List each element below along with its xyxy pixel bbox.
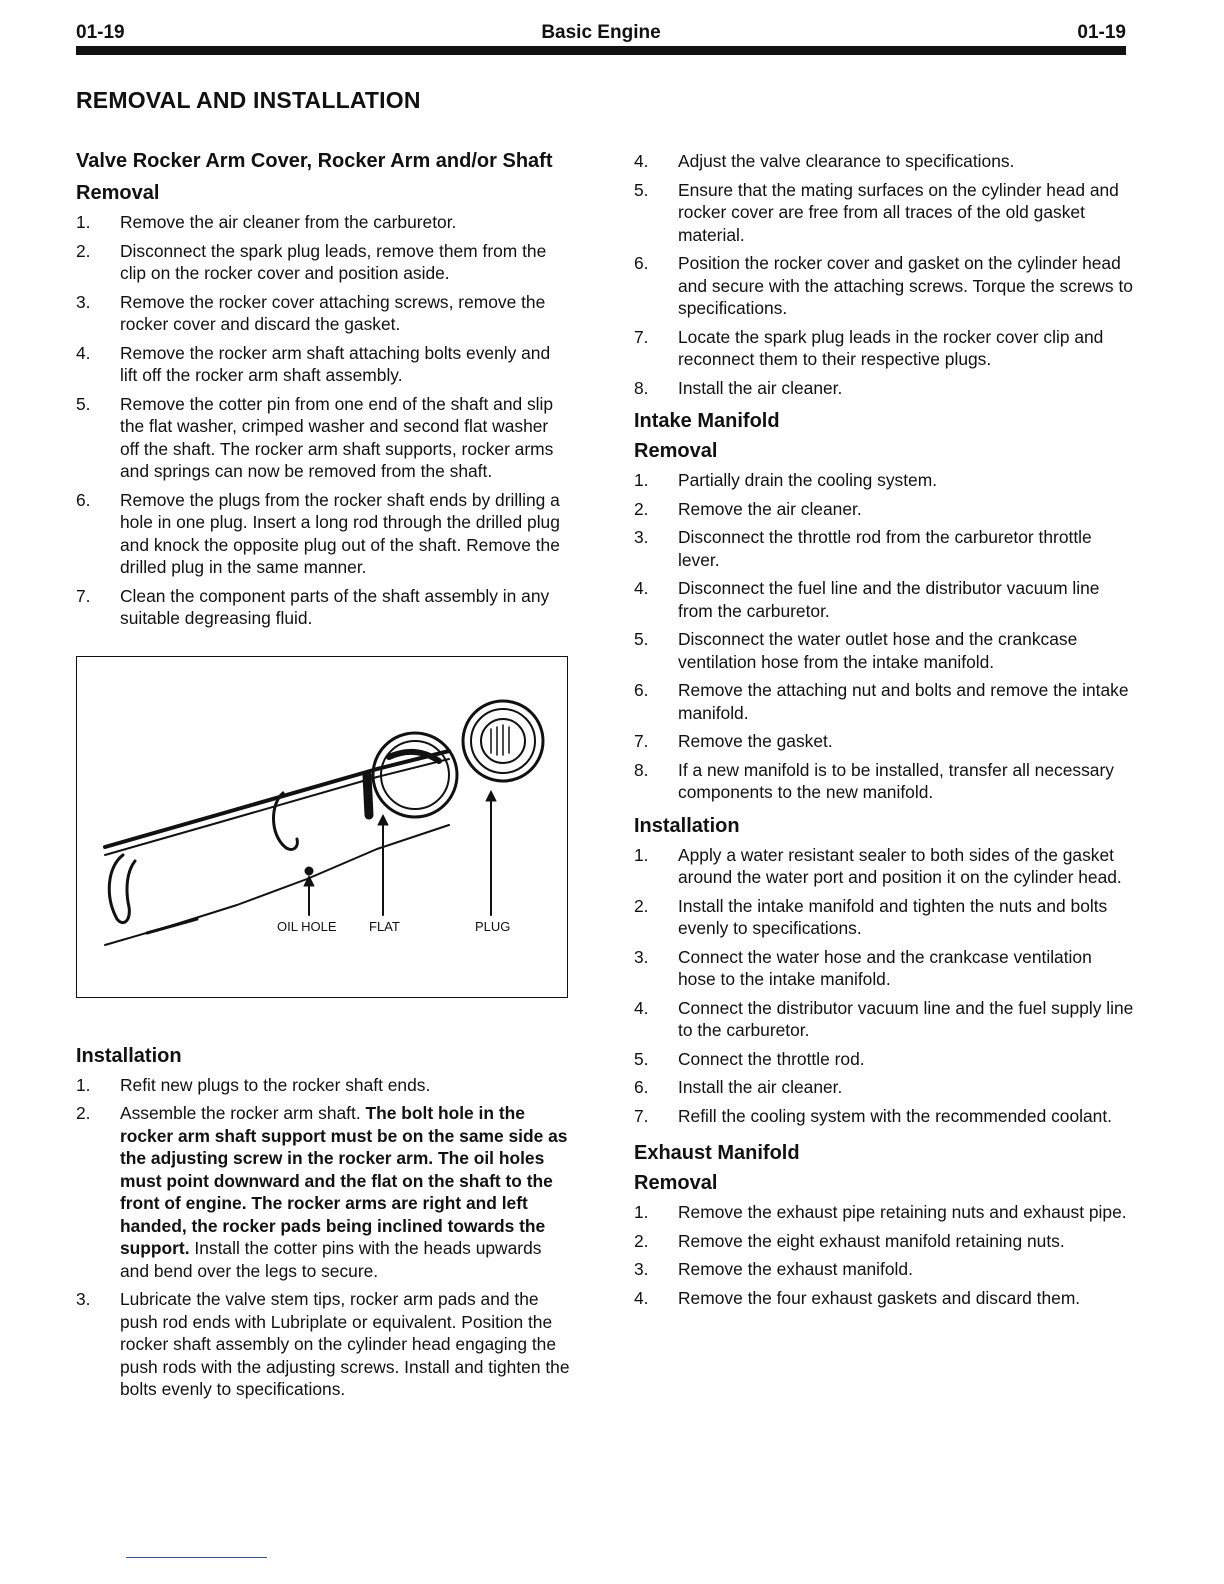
rocker-shaft-illustration xyxy=(77,657,567,997)
rocker-section-heading: Valve Rocker Arm Cover, Rocker Arm and/or Shaft xyxy=(76,150,553,172)
step-text: Partially drain the cooling system. xyxy=(678,470,938,490)
list-item xyxy=(76,1102,570,1282)
step-number: 3. xyxy=(76,291,91,312)
step-text: Remove the air cleaner. xyxy=(678,498,862,519)
list-item xyxy=(76,489,570,579)
step-text: Connect the distributor vacuum line and the fuel supply line to the carburetor. xyxy=(678,997,1134,1040)
step-number: 5. xyxy=(634,629,649,649)
step-text: Remove the exhaust manifold. xyxy=(678,1259,913,1279)
step-number: 7. xyxy=(634,1105,649,1126)
list-item xyxy=(76,1074,570,1097)
flat-label: FLAT xyxy=(369,918,400,934)
list-item xyxy=(634,1048,1134,1071)
step-number: 2. xyxy=(76,1103,91,1123)
step-text: Connect the water hose and the crankcase ventilation hose to the intake manifold. xyxy=(678,946,1092,989)
list-item xyxy=(634,377,1134,400)
step-number: 8. xyxy=(634,377,649,398)
step-text: Apply a water resistant sealer to both sides of the gasket around the water port and position it on the cylinder head. xyxy=(678,844,1122,887)
list-item xyxy=(76,1288,570,1401)
step-number: 3. xyxy=(76,1289,91,1309)
step-text: Remove the four exhaust gaskets and discard them. xyxy=(678,1287,1081,1308)
step-number: 3. xyxy=(634,946,649,967)
page-number-right: 01-19 xyxy=(1077,22,1126,43)
list-item xyxy=(634,997,1134,1042)
header-rule xyxy=(76,46,1126,55)
step-number: 1. xyxy=(634,844,649,865)
rocker-installation-title: Installation xyxy=(76,1044,182,1067)
step-number: 4. xyxy=(634,1287,649,1308)
step-text: Remove the air cleaner from the carburetor. xyxy=(120,212,457,232)
step-text: Remove the gasket. xyxy=(678,731,833,751)
page-title: REMOVAL AND INSTALLATION xyxy=(76,87,421,113)
exhaust-removal-title: Removal xyxy=(634,1172,718,1194)
rocker-shaft-figure xyxy=(76,656,568,998)
step-text: Refill the cooling system with the recommended coolant. xyxy=(678,1105,1113,1126)
step-warning-text: The bolt hole in the rocker arm shaft support must be on the same side as the adjusting screw in the rocker arm. The oil holes must point downward and the flat on the shaft to the front of engine. The rocker arms are right and left handed, the rocker pads being inclined towards the support. xyxy=(120,1103,568,1258)
step-text: Locate the spark plug leads in the rocker cover clip and reconnect them to their respective plugs. xyxy=(678,326,1104,369)
section-title: Basic Engine xyxy=(541,22,661,43)
rocker-installation-steps xyxy=(76,1074,570,1401)
step-text: Disconnect the spark plug leads, remove them from the clip on the rocker cover and position aside. xyxy=(120,240,547,283)
step-number: 2. xyxy=(634,1230,649,1251)
step-text: Install the air cleaner. xyxy=(678,377,843,398)
step-number: 1. xyxy=(76,1074,91,1095)
intake-installation-steps xyxy=(634,844,1134,1128)
step-number: 6. xyxy=(634,680,649,700)
list-item xyxy=(634,577,1134,622)
rocker-removal-title: Removal xyxy=(76,182,160,204)
list-item xyxy=(634,1287,1134,1310)
list-item xyxy=(634,150,1134,173)
step-text: If a new manifold is to be installed, transfer all necessary components to the new manifold. xyxy=(678,759,1114,802)
page-number-left: 01-19 xyxy=(76,22,125,43)
step-number: 2. xyxy=(76,240,91,261)
step-number: 1. xyxy=(634,470,649,490)
step-number: 7. xyxy=(634,326,649,347)
list-item xyxy=(634,946,1134,991)
step-number: 7. xyxy=(634,731,649,751)
running-header xyxy=(76,22,1126,44)
step-number: 7. xyxy=(76,585,91,606)
step-text: Remove the rocker cover attaching screws, remove the rocker cover and discard the gasket. xyxy=(120,291,546,334)
step-number: 2. xyxy=(634,498,649,519)
step-number: 3. xyxy=(634,527,649,547)
step-text: Assemble the rocker arm shaft. xyxy=(120,1103,366,1123)
list-item xyxy=(76,240,570,285)
step-text: Remove the plugs from the rocker shaft ends by drilling a hole in one plug. Insert a long rod through the drilled plug and knock the opposite plug out of the shaft. Remove the drilled plug in the same manner. xyxy=(120,489,560,577)
step-text: Install the intake manifold and tighten the nuts and bolts evenly to specifications. xyxy=(678,895,1108,938)
step-text: Install the air cleaner. xyxy=(678,1077,843,1097)
step-text: Ensure that the mating surfaces on the cylinder head and rocker cover are free from all traces of the old gasket material. xyxy=(678,179,1119,245)
list-item xyxy=(634,730,1134,753)
list-item xyxy=(634,1230,1134,1253)
step-number: 4. xyxy=(634,151,649,171)
rocker-removal-steps xyxy=(76,211,570,630)
step-number: 4. xyxy=(634,578,649,598)
list-item xyxy=(76,585,570,630)
intake-removal-steps xyxy=(634,469,1134,804)
step-text: Install the cotter pins with the heads upwards and bend over the legs to secure. xyxy=(120,1238,542,1281)
left-column xyxy=(76,150,570,1411)
step-number: 5. xyxy=(634,1048,649,1069)
step-number: 2. xyxy=(634,895,649,916)
step-text: Disconnect the throttle rod from the carburetor throttle lever. xyxy=(678,527,1092,570)
step-number: 5. xyxy=(634,179,649,200)
list-item xyxy=(634,498,1134,521)
intake-removal-title: Removal xyxy=(634,440,718,462)
step-text: Position the rocker cover and gasket on the cylinder head and secure with the attaching screws. Torque the screws to specifications. xyxy=(678,253,1133,318)
step-number: 6. xyxy=(634,1077,649,1097)
list-item xyxy=(634,844,1134,889)
step-text: Clean the component parts of the shaft assembly in any suitable degreasing fluid. xyxy=(120,585,550,628)
plug-label: PLUG xyxy=(475,918,511,934)
oil-hole-label: OIL HOLE xyxy=(277,918,337,934)
step-text: Adjust the valve clearance to specifications. xyxy=(678,151,1015,171)
step-text: Remove the attaching nut and bolts and remove the intake manifold. xyxy=(678,680,1129,723)
exhaust-removal-steps xyxy=(634,1201,1134,1309)
list-item xyxy=(634,1105,1134,1128)
step-text: Disconnect the water outlet hose and the crankcase ventilation hose from the intake manifold. xyxy=(678,629,1078,672)
step-text: Remove the exhaust pipe retaining nuts and exhaust pipe. xyxy=(678,1202,1127,1222)
step-number: 8. xyxy=(634,759,649,780)
step-text: Remove the rocker arm shaft attaching bolts evenly and lift off the rocker arm shaft assembly. xyxy=(120,342,551,385)
list-item xyxy=(634,679,1134,724)
list-item xyxy=(634,326,1134,371)
list-item xyxy=(634,526,1134,571)
step-number: 4. xyxy=(634,997,649,1018)
list-item xyxy=(634,628,1134,673)
footer-link-line[interactable] xyxy=(126,1557,267,1558)
step-number: 6. xyxy=(634,253,649,273)
step-text: Disconnect the fuel line and the distributor vacuum line from the carburetor. xyxy=(678,578,1100,621)
exhaust-manifold-title: Exhaust Manifold xyxy=(634,1142,800,1164)
rocker-installation-steps-continued xyxy=(634,150,1134,399)
right-column xyxy=(634,150,1134,1319)
list-item xyxy=(634,1201,1134,1224)
list-item xyxy=(634,1076,1134,1099)
list-item xyxy=(634,759,1134,804)
step-text: Lubricate the valve stem tips, rocker arm pads and the push rod ends with Lubriplate or equivalent. Position the rocker shaft assembly on the cylinder head engaging the push rods with the adjusting screws. Install and tighten the bolts evenly to specifications. xyxy=(120,1289,570,1399)
step-text: Connect the throttle rod. xyxy=(678,1048,865,1069)
step-number: 1. xyxy=(76,212,91,232)
list-item xyxy=(634,895,1134,940)
list-item xyxy=(76,211,570,234)
list-item xyxy=(634,469,1134,492)
list-item xyxy=(76,342,570,387)
step-text: Refit new plugs to the rocker shaft ends. xyxy=(120,1074,431,1095)
list-item xyxy=(76,291,570,336)
list-item xyxy=(634,179,1134,247)
step-number: 1. xyxy=(634,1202,649,1222)
step-number: 4. xyxy=(76,342,91,363)
list-item xyxy=(634,1258,1134,1281)
step-text: Remove the cotter pin from one end of the shaft and slip the flat washer, crimped washer and second flat washer off the shaft. The rocker arm shaft supports, rocker arms and springs can now be removed from the shaft. xyxy=(120,393,554,481)
intake-manifold-title: Intake Manifold xyxy=(634,410,780,432)
step-number: 3. xyxy=(634,1259,649,1279)
intake-installation-title: Installation xyxy=(634,814,740,837)
list-item xyxy=(76,393,570,483)
step-number: 6. xyxy=(76,489,91,510)
list-item xyxy=(634,252,1134,320)
step-number: 5. xyxy=(76,393,91,414)
step-text: Remove the eight exhaust manifold retaining nuts. xyxy=(678,1230,1065,1251)
